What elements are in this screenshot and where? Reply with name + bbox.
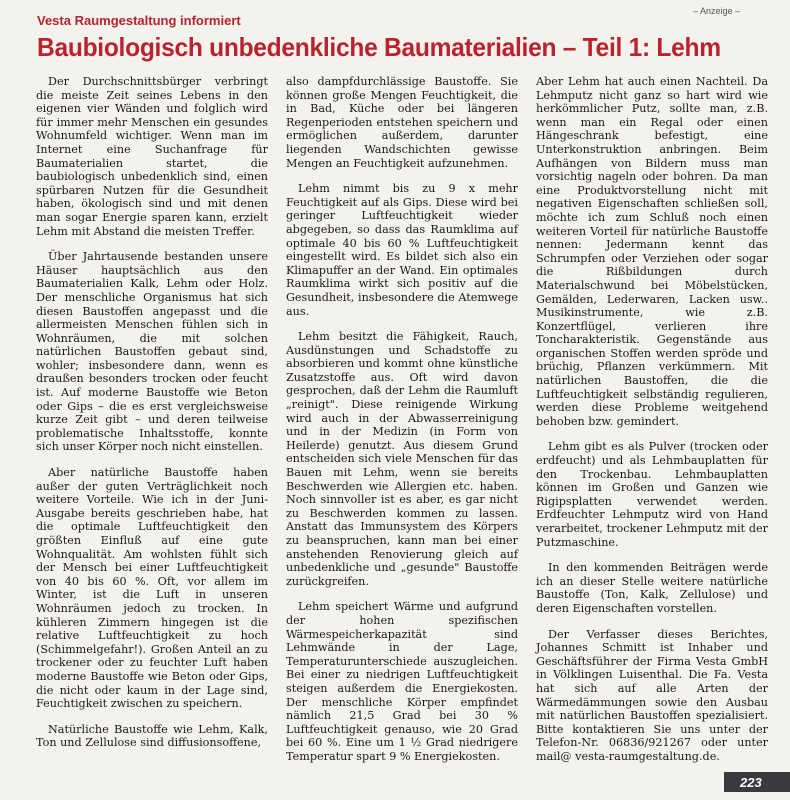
article-headline: Baubiologisch unbedenkliche Baumaterialien – Teil 1: Lehm (37, 32, 721, 62)
page-number: 223 (724, 772, 790, 792)
paragraph: Lehm gibt es als Pulver (trocken oder erdfeucht) und als Lehmbauplatten für den Trockenbau. Lehmbauplatten können im Großen und Ganzen wie Rigipsplatten verwendet werden. Erdfeuchter Lehmputz wird von Hand verarbeitet, trockener Lehmputz mit der Putzmaschine. (536, 440, 768, 549)
paragraph: Lehm speichert Wärme und aufgrund der hohen spezifischen Wärmespeicherkapazität sind Lehmwände in der Lage, Temperaturunterschiede auszugleichen. Bei einer zu niedrigen Luftfeuchtigkeit steigen außerdem die Energiekosten. Der menschliche Körper empfindet nämlich 21,5 Grad bei 30 % Luftfeuchtigkeit genauso, wie 20 Grad bei 60 %. Eine um 1 ½ Grad niedrigere Temperatur spart 9 % Energiekosten. (286, 600, 518, 763)
paragraph: Der Durchschnittsbürger verbringt die meiste Zeit seines Lebens in den eigenen vier Wänden und folglich wird für immer mehr Menschen ein gesundes Wohnumfeld wichtiger. Wenn man im Internet eine Suchanfrage für Baumaterialien startet, die baubiologisch unbedenklich sind, einen spürbaren Nutzen für die Gesundheit haben, ökologisch sind und mit denen man sogar Energie sparen kann, erzielt Lehm mit Abstand die meisten Treffer. (36, 75, 268, 238)
advertisement-label: – Anzeige – (692, 6, 740, 16)
column-1 (36, 75, 268, 775)
paragraph: Der Verfasser dieses Berichtes, Johannes Schmitt ist Inhaber und Geschäftsführer der Firma Vesta GmbH in Völklingen Luisenthal. Die Fa. Vesta hat sich auf alle Arten der Wärmedämmungen sowie den Ausbau mit natürlichen Baustoffen spezialisiert. Bitte kontaktieren Sie uns unter der Telefon-Nr. 06836/921267 oder unter mail@ vesta-raumgestaltung.de. (536, 627, 768, 763)
paragraph: Über Jahrtausende bestanden unsere Häuser hauptsächlich aus den Baumaterialien Kalk, Lehm oder Holz. Der menschliche Organismus hat sich diesen Baustoffen angepasst und die allermeisten Menschen fühlen sich in Wohnräumen, die mit solchen natürlichen Baustoffen gebaut sind, wohler; insbesondere dann, wenn es draußen besonders trocken oder feucht ist. Auf moderne Baustoffe wie Beton oder Gips – die es erst vergleichsweise kurze Zeit gibt – und deren teilweise problematische Inhaltsstoffe, konnte sich unser Körper noch nicht einstellen. (36, 250, 268, 454)
paragraph: In den kommenden Beiträgen werde ich an dieser Stelle weitere natürliche Baustoffe (Ton, Kalk, Zellulose) und deren Eigenschaften vorstellen. (536, 561, 768, 615)
article-body (36, 75, 770, 775)
paragraph: Lehm besitzt die Fähigkeit, Rauch, Ausdünstungen und Schadstoffe zu absorbieren und kommt ohne künstliche Zusatzstoffe aus. Oft wird davon gesprochen, daß der Lehm die Raumluft „reinigt". Diese reinigende Wirkung wird auch in der Abwasserreinigung und in der Medizin (in Form von Heilerde) genutzt. Aus diesem Grund entscheiden sich viele Menschen für das Bauen mit Lehm, wenn sie bereits Beschwerden wie Allergien etc. haben. Noch sinnvoller ist es aber, es gar nicht zu Beschwerden kommen zu lassen. Anstatt das Immunsystem des Körpers zu beanspruchen, kann man bei einer anstehenden Renovierung gleich auf unbedenkliche und „gesunde" Baustoffe zurückgreifen. (286, 330, 518, 588)
paragraph: Aber Lehm hat auch einen Nachteil. Da Lehmputz nicht ganz so hart wird wie herkömmlicher Putz, sollte man, z.B. wenn man ein Regal oder einen Hängeschrank befestigt, eine Unterkonstruktion anbringen. Beim Aufhängen von Bildern muss man vorsichtig nageln oder bohren. Da man eine Produktvorstellung nicht mit negativen Eigenschaften schließen soll, möchte ich zum Schluß noch einen weiteren Vorteil für natürliche Baustoffe nennen: Jedermann kennt das Schrumpfen oder Verziehen oder sogar die Rißbildungen durch Materialschwund bei Möbelstücken, Gemälden, Lederwaren, Lacken usw.. Musikinstrumente, wie z.B. Konzertflügel, verlieren ihre Toncharakteristik. Gegenstände aus organischen Stoffen werden spröde und brüchig, Pflanzen verkümmern. Mit natürlichen Baustoffen, die die Luftfeuchtigkeit selbständig regulieren, werden diese Probleme weitgehend behoben bzw. gemindert. (536, 75, 768, 428)
column-3 (536, 75, 768, 775)
paragraph: also dampfdurchlässige Baustoffe. Sie können große Mengen Feuchtigkeit, die in Bad, Küche oder bei längeren Regenperioden entstehen speichern und ermöglichen außerdem, darunter liegenden Wandschichten gewisse Mengen an Feuchtigkeit aufzunehmen. (286, 75, 518, 170)
column-2 (286, 75, 518, 775)
paragraph: Aber natürliche Baustoffe haben außer der guten Verträglichkeit noch weitere Vorteile. Wie ich in der Juni-Ausgabe bereits geschrieben habe, hat die optimale Luftfeuchtigkeit den größten Einfluß auf eine gute Wohnqualität. Am wohlsten fühlt sich der Mensch bei einer Luftfeuchtigkeit von 40 bis 60 %. Oft, vor allem im Winter, ist die Luft in unseren Wohnräumen jedoch zu trocken. In kühleren Zimmern hingegen ist die relative Luftfeuchtigkeit zu hoch (Schimmelgefahr!). Großen Anteil an zu trockener oder zu feuchter Luft haben moderne Baustoffe wie Beton oder Gips, die nicht oder kaum in der Lage sind, Feuchtigkeit zwischen zu speichern. (36, 466, 268, 711)
paragraph: Lehm nimmt bis zu 9 x mehr Feuchtigkeit auf als Gips. Diese wird bei geringer Luftfeuchtigkeit wieder abgegeben, so dass das Raumklima auf optimale 40 bis 60 % Luftfeuchtigkeit eingestellt wird. Es bildet sich also ein Klimapuffer an der Wand. Ein optimales Raumklima wirkt sich positiv auf die Gesundheit, insbesondere die Atemwege aus. (286, 182, 518, 318)
paragraph: Natürliche Baustoffe wie Lehm, Kalk, Ton und Zellulose sind diffusionsoffene, (36, 722, 268, 750)
kicker-line: Vesta Raumgestaltung informiert (37, 13, 241, 28)
